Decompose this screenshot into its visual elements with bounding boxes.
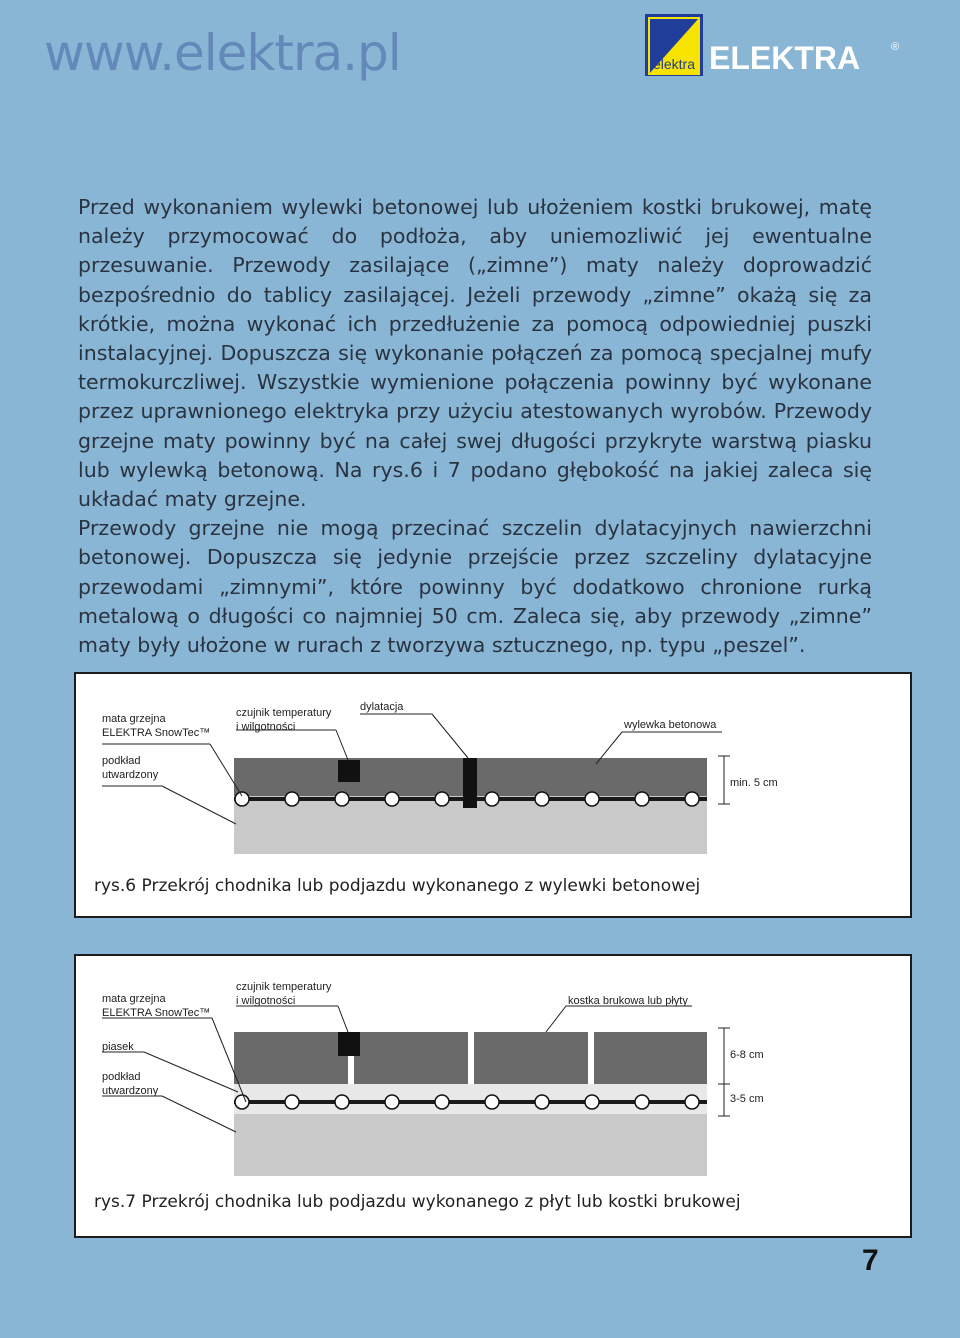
label-sensor-1: czujnik temperatury bbox=[236, 707, 332, 719]
figure-6-caption: rys.6 Przekrój chodnika lub podjazdu wykonanego z wylewki betonowej bbox=[94, 876, 701, 896]
cable-circle bbox=[585, 1095, 599, 1109]
label-base-1: podkład bbox=[102, 755, 141, 767]
page-number: 7 bbox=[862, 1244, 879, 1277]
cable-circle bbox=[335, 792, 349, 806]
cable-circle bbox=[685, 1095, 699, 1109]
cable-circle bbox=[235, 1095, 249, 1109]
base-layer bbox=[234, 1114, 707, 1176]
label-depth-top: 6-8 cm bbox=[730, 1049, 764, 1061]
elektra-logo bbox=[645, 14, 905, 76]
label-paving: kostka brukowa lub płyty bbox=[568, 995, 688, 1007]
label-mat-1: mata grzejna bbox=[102, 713, 166, 725]
label-sensor-1: czujnik temperatury bbox=[236, 981, 332, 993]
cable-circle bbox=[685, 792, 699, 806]
paving-stone bbox=[234, 1032, 348, 1084]
label-sensor-2: i wilgotności bbox=[236, 995, 296, 1007]
figure-7 bbox=[74, 954, 912, 1238]
cable-circle bbox=[385, 792, 399, 806]
label-screed: wylewka betonowa bbox=[624, 719, 717, 731]
cable-circle bbox=[435, 1095, 449, 1109]
cable-circle bbox=[485, 792, 499, 806]
logo-word: ELEKTRA bbox=[709, 40, 861, 76]
cable-circle bbox=[335, 1095, 349, 1109]
paving-stone bbox=[594, 1032, 707, 1084]
cable-circle bbox=[635, 792, 649, 806]
cable-circle bbox=[435, 792, 449, 806]
intro-text bbox=[78, 193, 872, 660]
cable-circle bbox=[635, 1095, 649, 1109]
intro-paragraph-1: Przed wykonaniem wylewki betonowej lub ułożeniem kostki brukowej, matę należy przymocować do podłoża, aby uniemozliwić jej ewentualne przesuwanie. Przewody zasilające („zimne”) maty należy doprowadzić bezpośrednio do tablicy zasilającej. Jeżeli przewody „zimne” okażą się za krótkie, można wykonać ich przedłużenie za pomocą odpowiedniej puszki instalacyjnej. Dopuszcza się wykonanie połączeń za pomocą specjalnej mufy termokurczliwej. Wszystkie wymienione połączenia powinny być wykonane przez uprawnionego elektryka przy użyciu atestowanych wyrobów. Przewody grzejne maty powinny być na całej swej długości przykryte warstwą piasku lub wylewką betonową. Na rys.6 i 7 podano głębokość na jakiej zaleca się układać maty grzejne. bbox=[78, 195, 872, 512]
sensor-box bbox=[338, 1032, 360, 1056]
cable-circle bbox=[535, 792, 549, 806]
cable-circle bbox=[585, 792, 599, 806]
figure-6 bbox=[74, 672, 912, 918]
cable-circle bbox=[235, 792, 249, 806]
label-depth: min. 5 cm bbox=[730, 777, 778, 789]
label-base-2: utwardzony bbox=[102, 769, 159, 781]
label-joint: dylatacja bbox=[360, 701, 404, 713]
expansion-joint bbox=[463, 758, 477, 808]
label-sand: piasek bbox=[102, 1041, 134, 1053]
paving-stones bbox=[234, 1032, 707, 1084]
sensor-box bbox=[338, 760, 360, 782]
intro-paragraph-2: Przewody grzejne nie mogą przecinać szczelin dylatacyjnych nawierzchni betonowej. Dopuszcza się jedynie przejście przez szczeliny dylatacyjne przewodami „zimnymi”, które powinny być dodatkowo chronione rurką metalową o długości co najmniej 50 cm. Zaleca się, aby przewody „zimne” maty były ułożone w rurach z tworzywa sztucznego, np. typu „peszel”. bbox=[78, 516, 872, 658]
label-depth-bottom: 3-5 cm bbox=[730, 1093, 764, 1105]
figure-7-caption: rys.7 Przekrój chodnika lub podjazdu wykonanego z płyt lub kostki brukowej bbox=[94, 1192, 741, 1212]
logo-small-text: elektra bbox=[652, 56, 696, 72]
cable-circle bbox=[285, 792, 299, 806]
cable-circle bbox=[285, 1095, 299, 1109]
label-sensor-2: i wilgotności bbox=[236, 721, 296, 733]
label-base-1: podkład bbox=[102, 1071, 141, 1083]
paving-stone bbox=[354, 1032, 468, 1084]
paving-stone bbox=[474, 1032, 588, 1084]
label-mat-2: ELEKTRA SnowTec™ bbox=[102, 727, 211, 739]
registered-mark: ® bbox=[891, 41, 900, 53]
label-mat-1: mata grzejna bbox=[102, 993, 166, 1005]
site-url[interactable]: www.elektra.pl bbox=[44, 24, 401, 82]
label-mat-2: ELEKTRA SnowTec™ bbox=[102, 1007, 211, 1019]
cable-circle bbox=[535, 1095, 549, 1109]
label-base-2: utwardzony bbox=[102, 1085, 159, 1097]
cable-circle bbox=[485, 1095, 499, 1109]
cable-circle bbox=[385, 1095, 399, 1109]
